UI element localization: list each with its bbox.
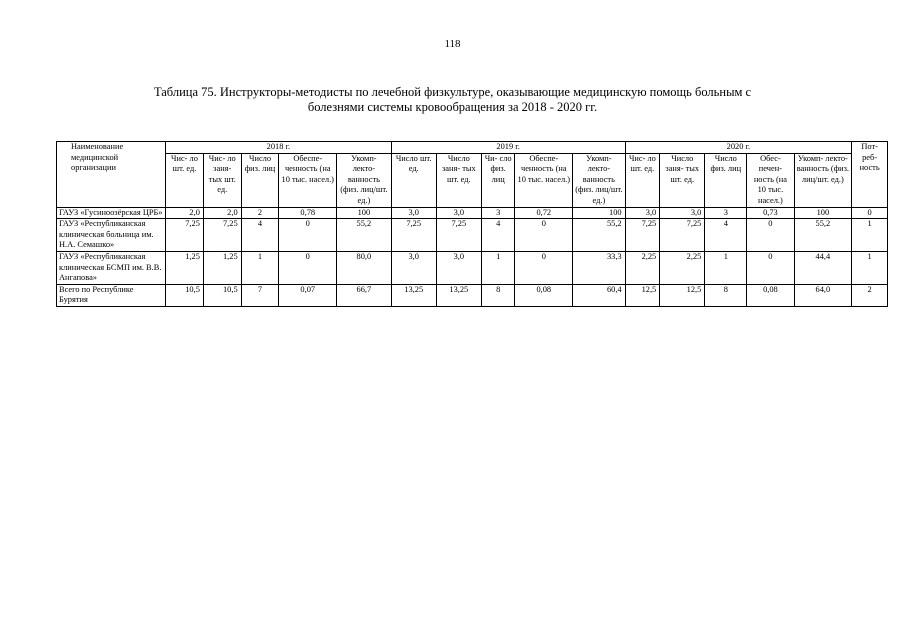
subheader-cell: Чис- ло заня- тых шт. ед.	[203, 153, 241, 207]
value-cell: 7,25	[436, 219, 481, 252]
table-caption	[80, 85, 825, 115]
value-cell: 0	[515, 219, 573, 252]
value-cell: 4	[705, 219, 747, 252]
year-header-row	[57, 142, 888, 154]
value-cell: 100	[573, 207, 625, 219]
value-cell: 3,0	[391, 207, 436, 219]
value-cell: 0,08	[515, 284, 573, 306]
value-cell: 1	[481, 251, 515, 284]
value-cell: 2,25	[625, 251, 660, 284]
value-cell: 0	[279, 219, 337, 252]
subheader-cell: Чи- сло физ. лиц	[481, 153, 515, 207]
value-cell: 0,08	[747, 284, 794, 306]
value-cell: 0,72	[515, 207, 573, 219]
value-cell: 3,0	[660, 207, 705, 219]
value-cell: 2	[241, 207, 279, 219]
value-cell: 3,0	[436, 207, 481, 219]
subheader-cell: Число физ. лиц	[705, 153, 747, 207]
value-cell: 3,0	[625, 207, 660, 219]
subheader-cell: Чис- ло шт. ед.	[166, 153, 204, 207]
value-cell: 2,25	[660, 251, 705, 284]
subheader-cell: Обес- печен- ность (на 10 тыс. насел.)	[747, 153, 794, 207]
table-row	[57, 251, 888, 284]
value-cell: 10,5	[166, 284, 204, 306]
value-cell: 100	[337, 207, 392, 219]
value-cell: 7	[241, 284, 279, 306]
subheader-cell: Обеспе- ченность (на 10 тыс. насел.)	[515, 153, 573, 207]
value-cell: 0	[852, 207, 888, 219]
value-cell: 1,25	[203, 251, 241, 284]
table-row	[57, 284, 888, 306]
value-cell: 2	[852, 284, 888, 306]
value-cell: 0,07	[279, 284, 337, 306]
value-cell: 33,3	[573, 251, 625, 284]
value-cell: 12,5	[625, 284, 660, 306]
org-name-cell: Всего по Республике Бурятия	[57, 284, 166, 306]
value-cell: 55,2	[573, 219, 625, 252]
value-cell: 0	[515, 251, 573, 284]
value-cell: 3	[705, 207, 747, 219]
value-cell: 60,4	[573, 284, 625, 306]
value-cell: 8	[481, 284, 515, 306]
subheader-cell: Укомп- лекто- ванность (физ. лиц/шт. ед.)	[337, 153, 392, 207]
value-cell: 66,7	[337, 284, 392, 306]
org-name-cell: ГАУЗ «Республиканская клиническая БСМП им. В.В. Ангапова»	[57, 251, 166, 284]
subheader-cell: Чис- ло шт. ед.	[625, 153, 660, 207]
value-cell: 7,25	[203, 219, 241, 252]
value-cell: 64,0	[794, 284, 852, 306]
value-cell: 7,25	[166, 219, 204, 252]
value-cell: 7,25	[660, 219, 705, 252]
value-cell: 2,0	[203, 207, 241, 219]
value-cell: 4	[481, 219, 515, 252]
table-row	[57, 207, 888, 219]
year-2018-header: 2018 г.	[166, 142, 392, 154]
value-cell: 44,4	[794, 251, 852, 284]
value-cell: 7,25	[625, 219, 660, 252]
year-2019-header: 2019 г.	[391, 142, 625, 154]
value-cell: 8	[705, 284, 747, 306]
year-2020-header: 2020 г.	[625, 142, 852, 154]
value-cell: 1	[705, 251, 747, 284]
value-cell: 55,2	[337, 219, 392, 252]
value-cell: 1	[241, 251, 279, 284]
instructors-table	[56, 141, 888, 307]
value-cell: 13,25	[436, 284, 481, 306]
value-cell: 0	[279, 251, 337, 284]
value-cell: 1	[852, 251, 888, 284]
value-cell: 13,25	[391, 284, 436, 306]
subheader-cell: Число физ. лиц	[241, 153, 279, 207]
value-cell: 100	[794, 207, 852, 219]
value-cell: 1,25	[166, 251, 204, 284]
org-column-header: Наименование медицинской организации	[57, 142, 166, 208]
value-cell: 2,0	[166, 207, 204, 219]
value-cell: 0,73	[747, 207, 794, 219]
value-cell: 55,2	[794, 219, 852, 252]
value-cell: 3,0	[391, 251, 436, 284]
value-cell: 1	[852, 219, 888, 252]
value-cell: 80,0	[337, 251, 392, 284]
subheader-cell: Число заня- тых шт. ед.	[436, 153, 481, 207]
need-column-header: Пот- реб- ность	[852, 142, 888, 208]
value-cell: 0,78	[279, 207, 337, 219]
table-row	[57, 219, 888, 252]
caption-line-1: Таблица 75. Инструкторы-методисты по лечебной физкультуре, оказывающие медицинскую помощь больным с	[153, 85, 752, 99]
subheader-cell: Обеспе- ченность (на 10 тыс. насел.)	[279, 153, 337, 207]
value-cell: 3	[481, 207, 515, 219]
page-number: 118	[444, 38, 461, 50]
subheader-cell: Число шт. ед.	[391, 153, 436, 207]
subheader-cell: Число заня- тых шт. ед.	[660, 153, 705, 207]
value-cell: 4	[241, 219, 279, 252]
value-cell: 10,5	[203, 284, 241, 306]
value-cell: 3,0	[436, 251, 481, 284]
org-name-cell: ГАУЗ «Республиканская клиническая больница им. Н.А. Семашко»	[57, 219, 166, 252]
value-cell: 0	[747, 219, 794, 252]
subheader-cell: Укомп- лекто- ванность (физ. лиц/шт. ед.)	[573, 153, 625, 207]
caption-line-2: болезнями системы кровообращения за 2018 - 2020 гг.	[307, 100, 598, 114]
org-name-cell: ГАУЗ «Гусиноозёрская ЦРБ»	[57, 207, 166, 219]
value-cell: 0	[747, 251, 794, 284]
subheader-cell: Укомп- лекто- ванность (физ. лиц/шт. ед.)	[794, 153, 852, 207]
value-cell: 12,5	[660, 284, 705, 306]
subheader-row	[57, 153, 888, 207]
value-cell: 7,25	[391, 219, 436, 252]
